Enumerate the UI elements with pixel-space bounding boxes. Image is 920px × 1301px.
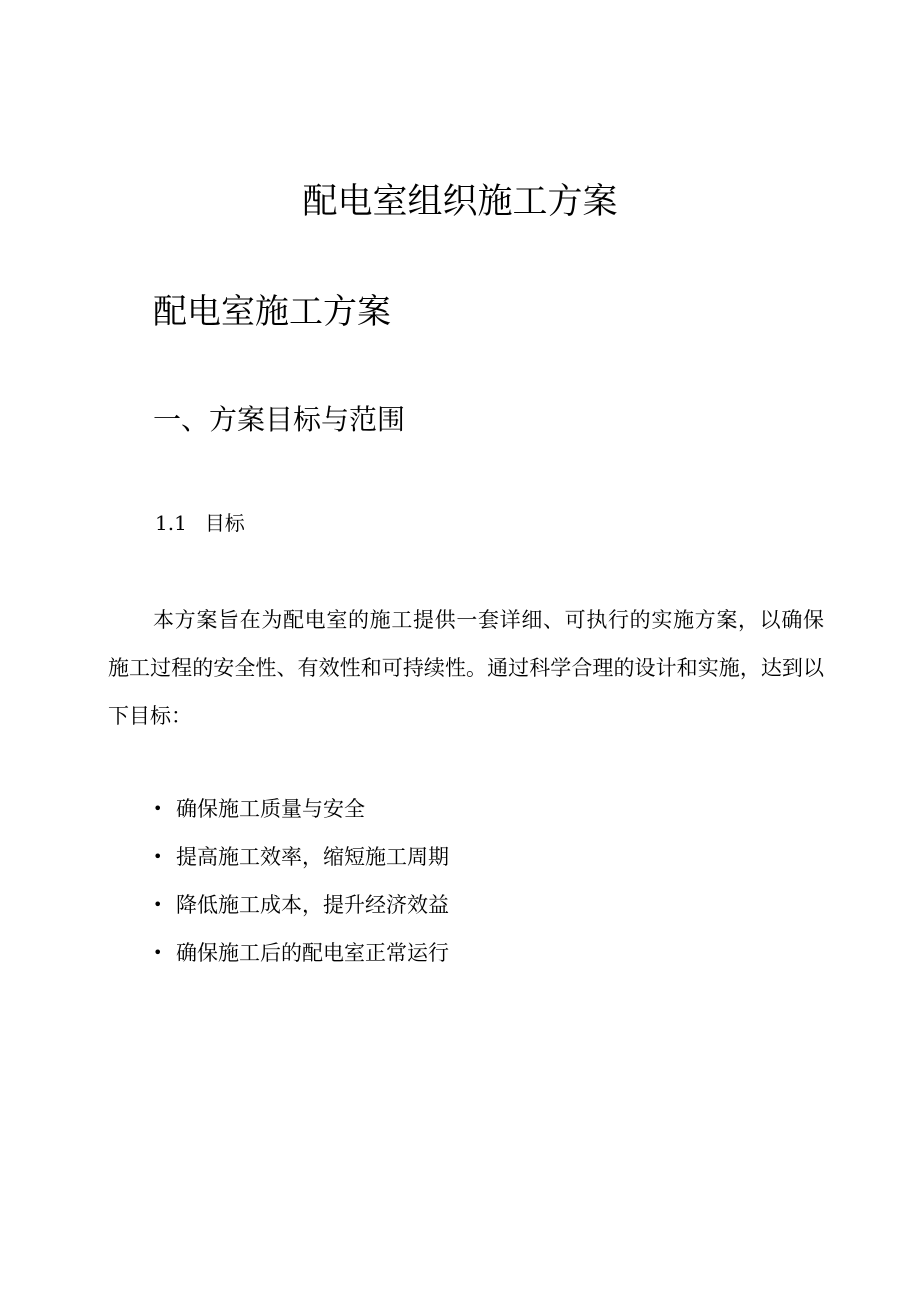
list-item-text: 提高施工效率，缩短施工周期 <box>176 845 449 869</box>
bullet-icon: • <box>153 895 163 914</box>
goal-list <box>153 785 449 977</box>
subsection-title: 目标 <box>204 511 245 535</box>
list-item <box>153 833 449 881</box>
list-item-text: 降低施工成本，提升经济效益 <box>176 893 449 917</box>
bullet-icon: • <box>153 799 163 818</box>
body-paragraph: 本方案旨在为配电室的施工提供一套详细、可执行的实施方案，以确保施工过程的安全性、有效性和可持续性。通过科学合理的设计和实施，达到以下目标： <box>108 608 824 728</box>
subsection-number: 1.1 <box>155 511 187 535</box>
list-item <box>153 785 449 833</box>
section-heading: 配电室施工方案 <box>153 292 391 332</box>
document-title: 配电室组织施工方案 <box>302 182 618 222</box>
chapter-heading: 一、方案目标与范围 <box>153 403 406 436</box>
list-item <box>153 881 449 929</box>
list-item <box>153 929 449 977</box>
bullet-icon: • <box>153 943 163 962</box>
list-item-text: 确保施工质量与安全 <box>176 797 365 821</box>
subsection-heading <box>155 508 245 538</box>
bullet-icon: • <box>153 847 163 866</box>
list-item-text: 确保施工后的配电室正常运行 <box>176 941 449 965</box>
